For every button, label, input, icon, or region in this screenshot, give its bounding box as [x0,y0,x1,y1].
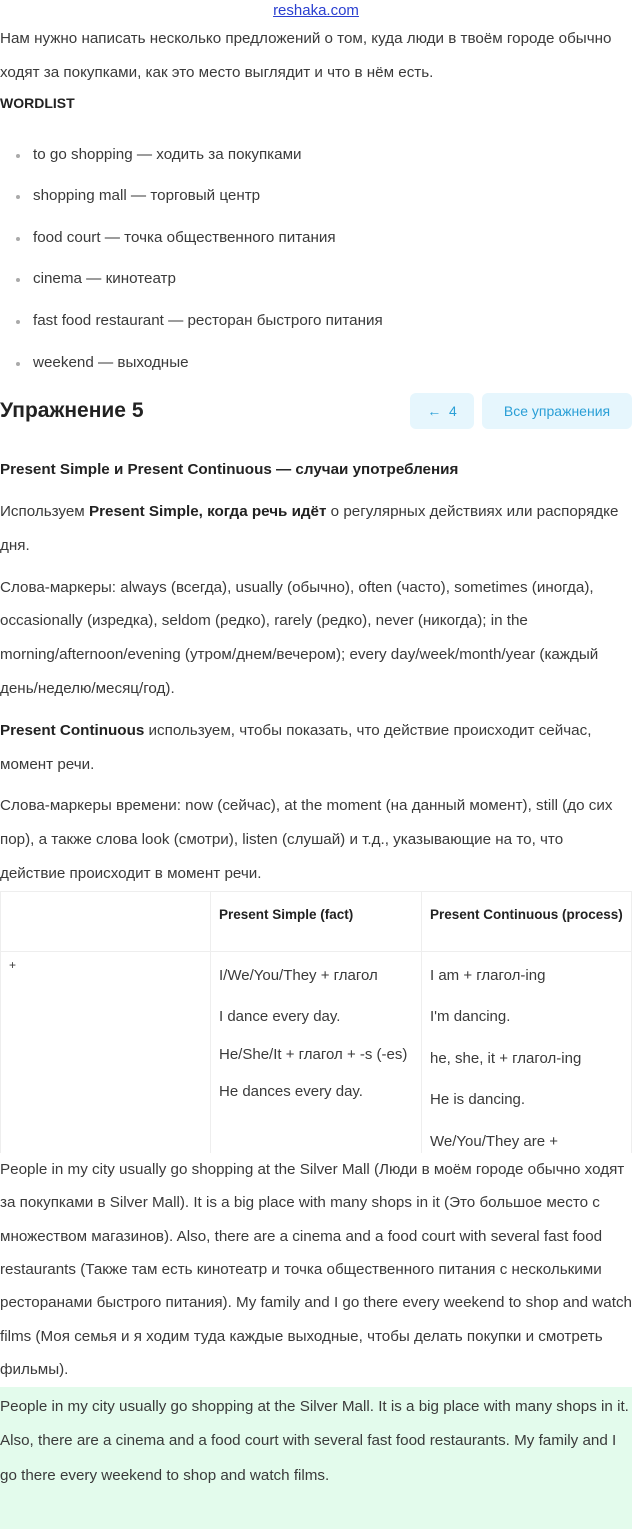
simple-cell: I/We/You/They + глагол I dance every day. He/She/It + глагол + -s (-es) He dances every day. [211,951,422,1153]
exercise-header [0,393,632,429]
answer-with-translation: People in my city usually go shopping at the Silver Mall (Люди в моём городе обычно ходят за покупками в Silver Mall). It is a big place with many shops in it (Это большое место с множеством магазинов). Also, there are a cinema and a food court with several fast food restaurants (Также там есть кинотеатр и точка общественного питания с несколькими ресторанами быстрого питания). My family and I go there every weekend to shop and watch films (Моя семья и я ходим туда каждые выходные, чтобы делать покупки и смотреть фильмы). [0,1160,632,1379]
list-item: to go shopping — ходить за покупками [14,134,632,176]
continuous-cell: I am + глагол-ing I'm dancing. he, she, it + глагол-ing He is dancing. We/You/They are + [422,951,632,1153]
list-item: fast food restaurant — ресторан быстрого питания [14,300,632,342]
list-item: cinema — кинотеатр [14,258,632,300]
section-subtitle: Present Simple и Present Continuous — случаи употребления [0,461,459,479]
arrow-left-icon: ← [427,403,449,420]
paragraph: Слова-маркеры времени: now (сейчас), at the moment (на данный момент), still (до сих пор), а также слова look (смотри), listen (слушай) и т.д., указывающие на то, что действие происходит в момент речи. [0,797,613,882]
wordlist-title: WORDLIST [0,94,75,111]
prev-exercise-label: 4 [448,403,457,420]
wordlist [14,134,632,384]
site-link[interactable]: reshaka.com [273,2,359,19]
list-item: weekend — выходные [14,342,632,384]
list-item: food court — точка общественного питания [14,217,632,259]
list-item: shopping mall — торговый центр [14,175,632,217]
paragraph: Слова-маркеры: always (всегда), usually (обычно), often (часто), sometimes (иногда), occasionally (изредка), seldom (редко), rarely (редко), never (никогда); in the morning/afternoon/evening (утром/днем/вечером); every day/week/month/year (каждый день/неделю/месяц/год). [0,578,599,697]
intro-text: Нам нужно написать несколько предложений о том, куда люди в твоём городе обычно ходят за покупками, как это место выглядит и что в нём есть. [0,30,612,81]
exercise-title: Упражнение 5 [0,399,144,423]
paragraph: Present Continuous используем, чтобы показать, что действие происходит сейчас, момент речи. [0,721,592,773]
paragraph: Используем Present Simple, когда речь идёт о регулярных действиях или распорядке дня. [0,502,619,554]
prev-exercise-button[interactable] [410,393,474,429]
all-exercises-button[interactable]: Все упражнения [482,393,632,429]
answer-highlight: People in my city usually go shopping at the Silver Mall. It is a big place with many shops in it. Also, there are a cinema and a food court with several fast food restaurants. My family and I go there every weekend to shop and watch films. [0,1387,632,1529]
tense-table: Present Simple (fact) Present Continuous (process) + I/We/You/They + глагол I dance every day. He/She/It + глагол + -s (-es) He dances every day. I am + глагол-ing I'm dancing. he, she, it + глагол-ing He is dancing. We/You/They are + [0,891,632,1153]
